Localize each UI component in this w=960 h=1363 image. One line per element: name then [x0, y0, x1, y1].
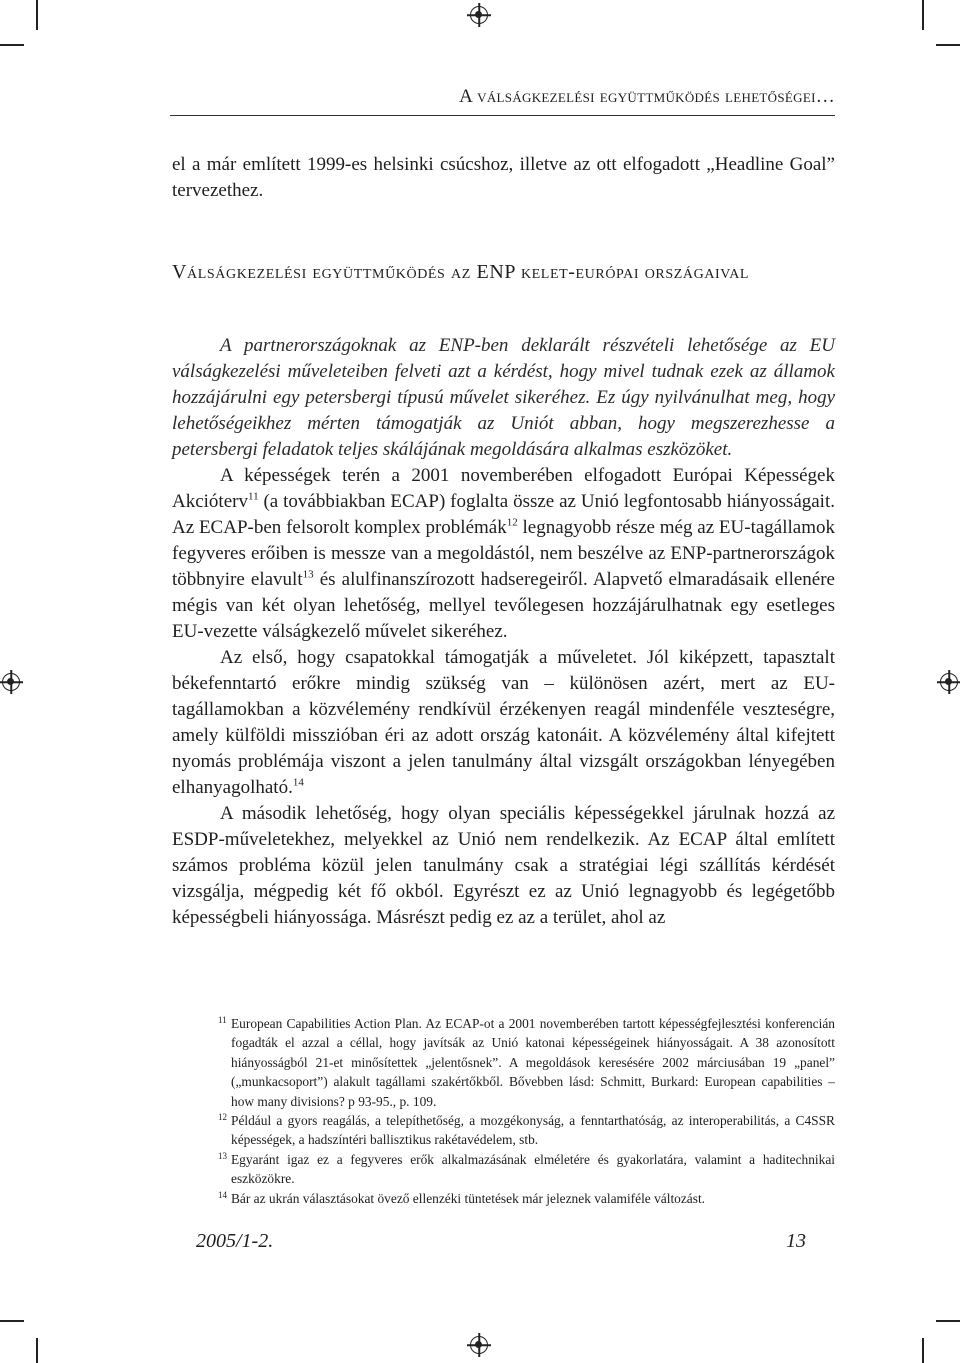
footnote-ref-11[interactable]: 11: [247, 490, 259, 503]
crop-mark-top-left: [36, 0, 38, 30]
registration-mark-bottom-icon: [470, 1336, 488, 1354]
footnote-number: 14: [218, 1189, 227, 1200]
footnote-12: [218, 1111, 835, 1150]
paragraph-2c-text: legnagyobb része még az EU-tagállamok fegyveres erőiben is messze van a megoldástól, nem beszélve az ENP-partnerországok többnyire elavult: [172, 517, 835, 590]
footnote-11: [218, 1014, 835, 1111]
running-head: A válságkezelési együttműködés lehetőségei…: [459, 86, 835, 107]
registration-mark-right-icon: [940, 673, 958, 691]
paragraph-2d-text: és alulfinanszírozott hadseregeiről. Alapvető elmaradásaik ellenére mégis van két olyan lehetőség, mellyel tevőlegesen hozzájárulhatnak egy esetleges EU-vezette válságkezelő művelet sikeréhez.: [172, 569, 835, 642]
paragraph-2: [172, 463, 835, 645]
registration-mark-left-icon: [2, 673, 20, 691]
paragraph-1: [172, 333, 835, 463]
issue-number: 2005/1-2.: [196, 1230, 274, 1252]
crop-mark-bottom-right: [922, 1338, 924, 1363]
header-rule: [170, 115, 835, 116]
paragraph-4-text: A második lehetőség, hogy olyan speciális képességekkel járulnak hozzá az ESDP-műveletekhez, melyekkel az Unió nem rendelkezik. Az ECAP által említett számos probléma közül jelen tanulmány csak a stratégiai légi szállítás kérdését vizsgálja, mégpedig két fő okból. Egyrészt ez az Unió legnagyobb és legégetőbb képességbeli hiányossága. Másrészt pedig ez az a terület, ahol az: [172, 803, 835, 928]
footnote-number: 11: [218, 1015, 227, 1025]
footnote-text: Bár az ukrán választásokat övező ellenzéki tüntetések már jeleznek valamiféle változást.: [231, 1190, 706, 1206]
crop-mark-top-left-h: [0, 44, 24, 46]
paragraph-2a-text: A képességek terén a 2001 novemberében elfogadott Európai Képességek Akcióterv: [172, 465, 835, 512]
crop-mark-bottom-left-h: [0, 1320, 24, 1322]
crop-mark-bottom-right-h: [936, 1320, 960, 1322]
footnotes: [218, 1014, 835, 1208]
paragraph-2b-text: (a továbbiakban ECAP) foglalta össze az Unió legfontosabb hiányosságait. Az ECAP-ben felsorolt komplex problémák: [172, 491, 835, 538]
footnote-ref-13[interactable]: 13: [302, 568, 314, 581]
crop-mark-top-right-h: [936, 44, 960, 46]
footnote-13: [218, 1150, 835, 1189]
crop-mark-top-right: [922, 0, 924, 30]
page-number: 13: [786, 1230, 806, 1252]
crop-mark-bottom-left: [36, 1338, 38, 1363]
registration-mark-top-icon: [470, 6, 488, 24]
paragraph-1b-text: Ez úgy nyilvánulhat meg, hogy lehetőségeikhez mérten támogatják az Uniót abban, hogy megszerezhesse a petersbergi feladatok teljes skálájának megoldására alkalmas eszközöket.: [172, 387, 835, 460]
paragraph-3-text: Az első, hogy csapatokkal támogatják a műveletet. Jól kiképzett, tapasztalt békefenntartó erőkre mindig szükség van – különösen azért, mert az EU-tagállamokban a közvélemény rendkívül érzékenyen reagál mindenféle veszteségre, amely külföldi misszióban éri az adott ország katonáit. A közvélemény által kifejtett nyomás problémája viszont a jelen tanulmány által vizsgált országokban lényegében elhanyagolható.: [172, 647, 835, 798]
intro-paragraph: [172, 152, 835, 204]
footnote-number: 12: [218, 1112, 227, 1123]
main-text: [172, 333, 835, 931]
footnote-14: [218, 1189, 835, 1208]
footnote-text: European Capabilities Action Plan. Az ECAP-ot a 2001 novemberében tartott képességfejlesztési konferencián fogadták el azzal a céllal, hogy javítsák az Unió katonai képességeinek hiányosságait. A 38 azonosított hiányosságból 21-et minősítettek „jelentősnek”. A megoldások keresésére 2002 márciusában 19 „panel” („munkacsoport”) alakult tagállami szakértőkből. Bővebben lásd: Schmitt, Burkard: European capabilities – how many divisions? p 93-95., p. 109.: [231, 1016, 835, 1109]
footnote-ref-14[interactable]: 14: [292, 776, 304, 789]
paragraph-4: [172, 801, 835, 931]
paragraph-3: [172, 645, 835, 801]
footnote-ref-12[interactable]: 12: [506, 516, 518, 529]
section-heading: Válságkezelési együttműködés az ENP kelet-európai országaival: [172, 261, 750, 283]
paragraph-1-text: A partnerországoknak az ENP-ben deklarált részvételi lehetősége az EU válságkezelési műveleteiben felveti azt a kérdést, hogy mivel tudnak ezek az államok hozzájárulni egy petersbergi típusú művelet sikeréhez.: [172, 335, 835, 408]
intro-text: el a már említett 1999-es helsinki csúcshoz, illetve az ott elfogadott „Headline Goal” tervezethez.: [172, 154, 835, 201]
footnote-text: Például a gyors reagálás, a telepíthetőség, a mozgékonyság, a fenntarthatóság, az interoperabilitás, a C4SSR képességek, a hadszíntéri ballisztikus rakétavédelem, stb.: [231, 1113, 835, 1148]
footnote-number: 13: [218, 1150, 227, 1161]
footnote-text: Egyaránt igaz ez a fegyveres erők alkalmazásának elméletére és gyakorlatára, valamint a haditechnikai eszközökre.: [231, 1151, 835, 1187]
